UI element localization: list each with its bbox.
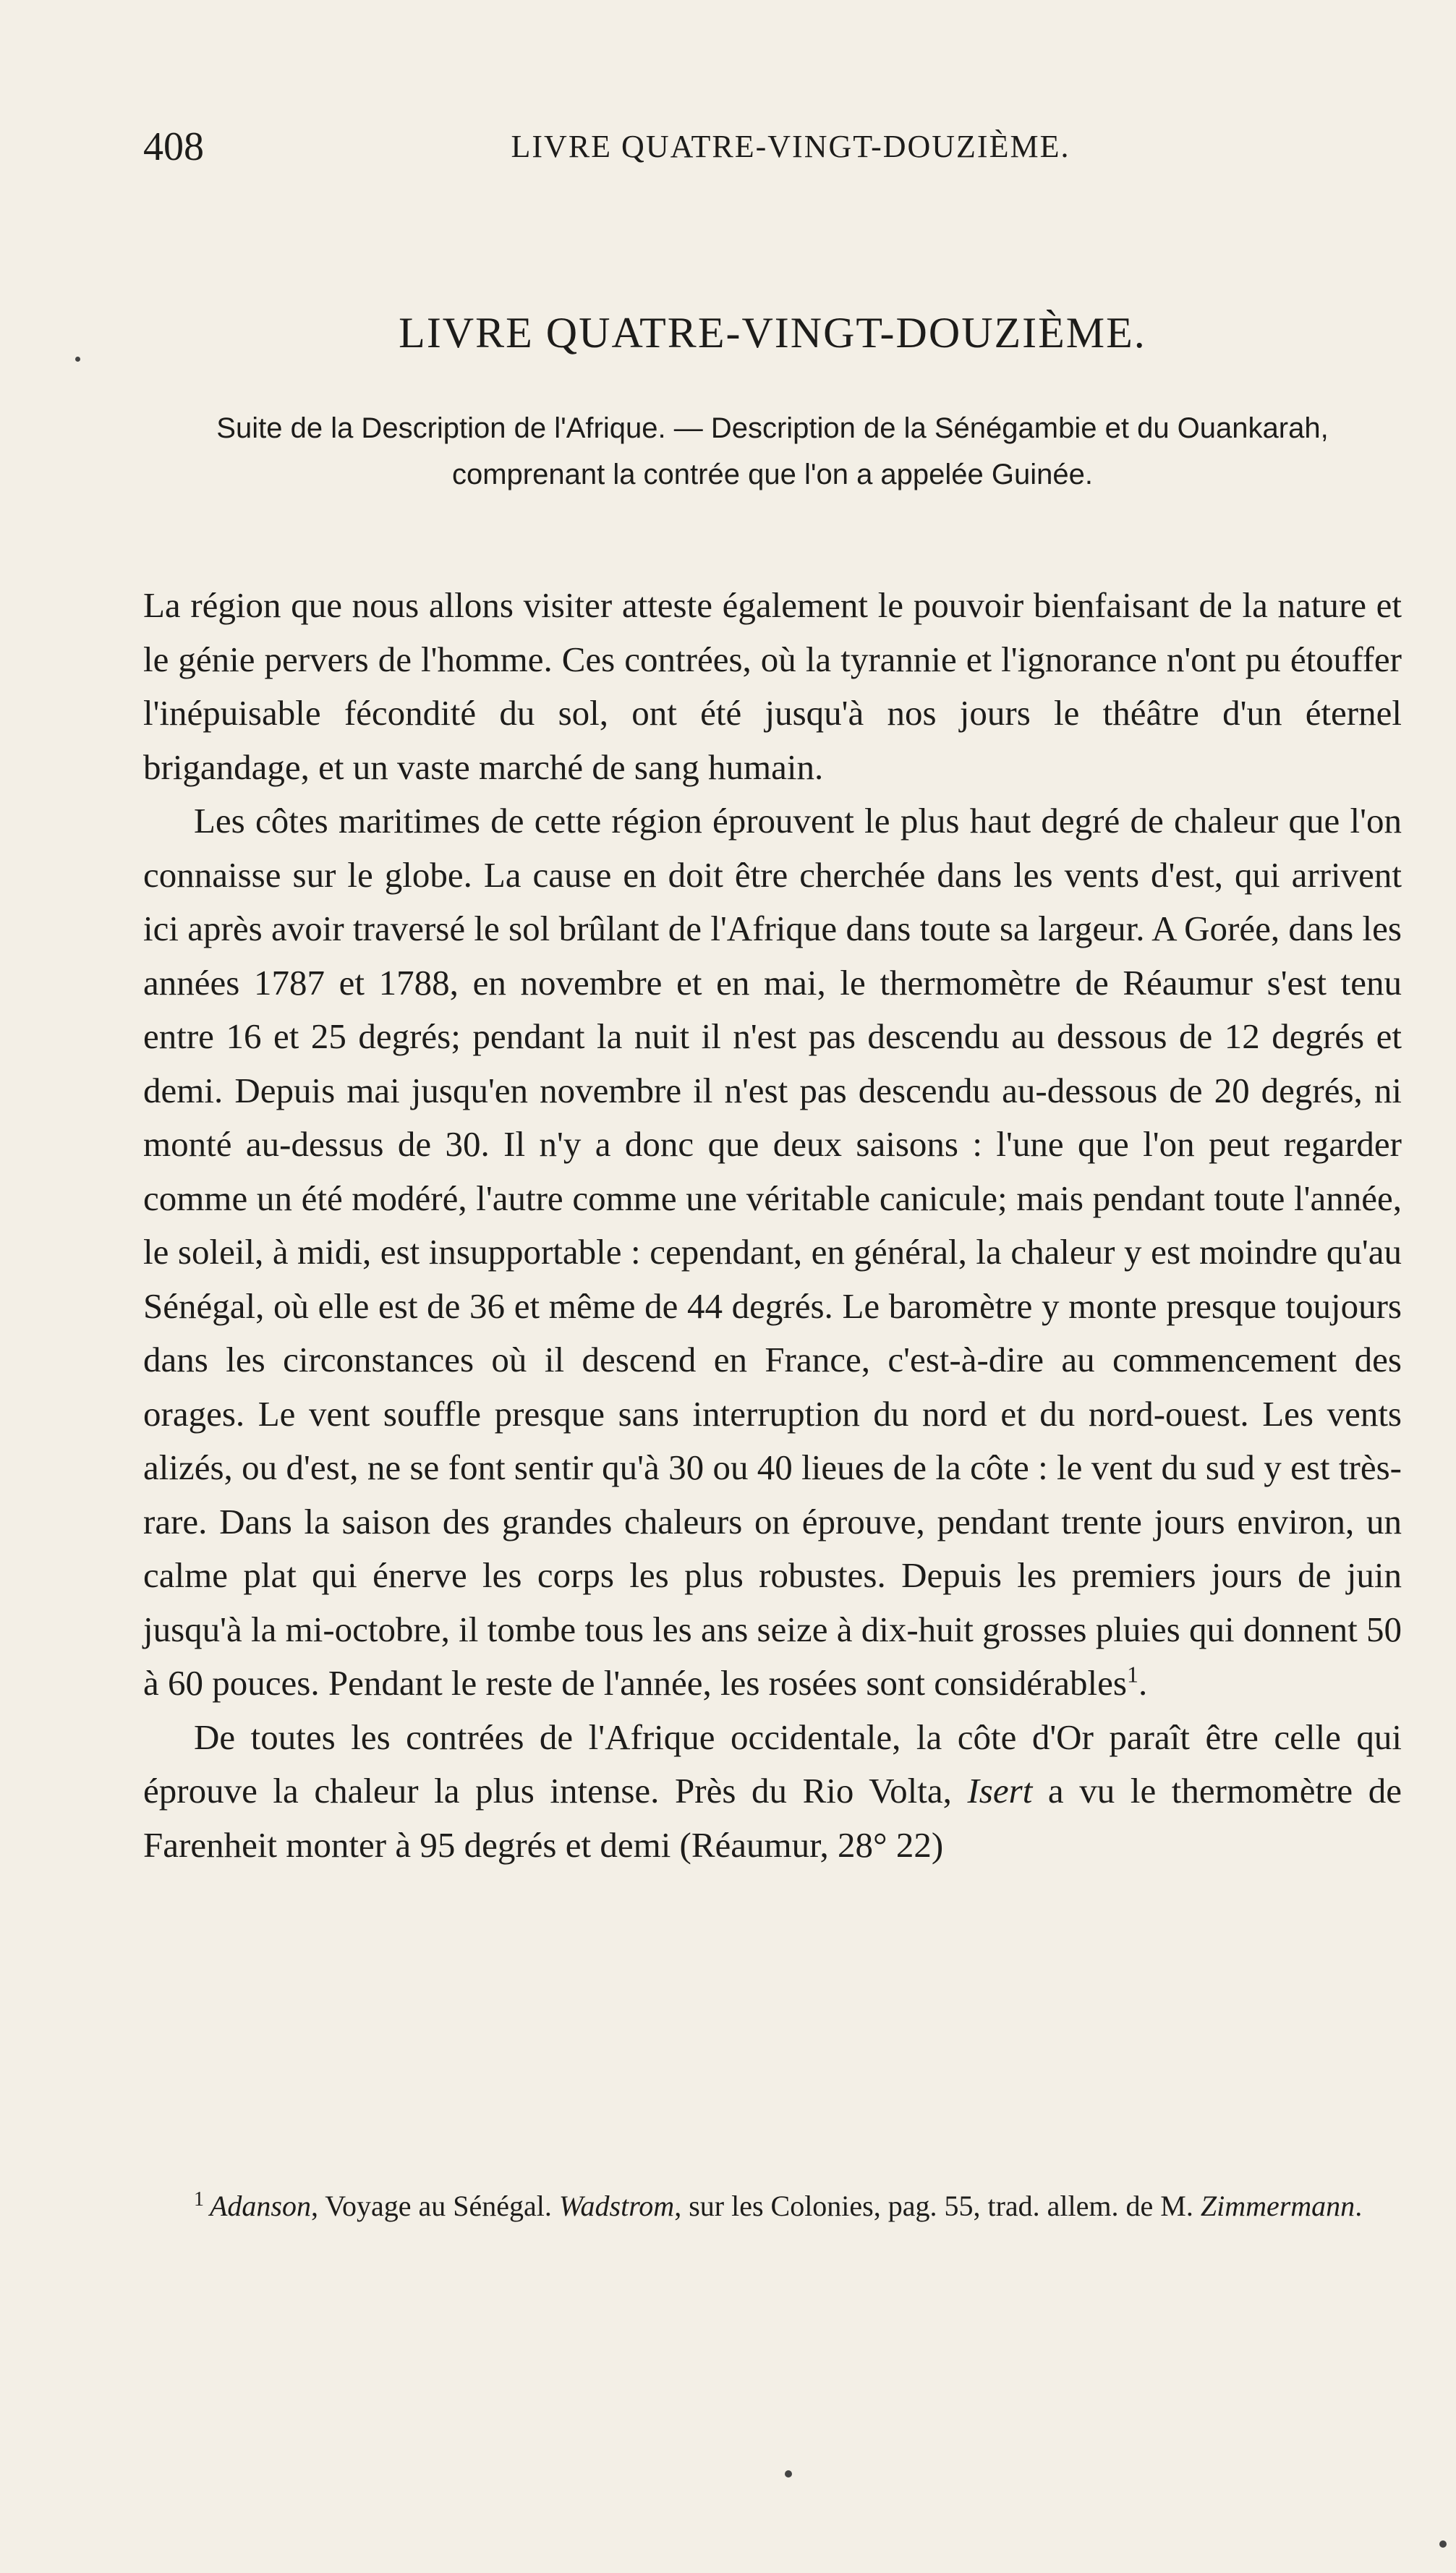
footnote-text-1: , Voyage au Sénégal.: [311, 2190, 559, 2222]
footnote-text-2: , sur les Colonies, pag. 55, trad. allem. de M.: [674, 2190, 1201, 2222]
footnote: [143, 2185, 1402, 2228]
summary-line-1: Suite de la Description de l'Afrique. — Description de la Sénégambie et du Ouankarah,: [216, 412, 1329, 444]
footnote-number: 1: [194, 2187, 204, 2211]
footnote-author-3: Zimmermann: [1200, 2190, 1355, 2222]
paragraph-2-end: .: [1138, 1663, 1148, 1703]
paragraph-3-start: De toutes les contrées de l'Afrique occidentale, la côte d'Or paraît être celle qui éprouve la chaleur la plus intense. Près du Rio Volta,: [143, 1717, 1402, 1811]
paragraph-2-text: Les côtes maritimes de cette région éprouvent le plus haut degré de chaleur que l'on connaisse sur le globe. La cause en doit être cherchée dans les vents d'est, qui arrivent ici après avoir traversé le sol brûlant de l'Afrique dans toute sa largeur. A Gorée, dans les années 1787 et 1788, en novembre et en mai, le thermomètre de Réaumur s'est tenu entre 16 et 25 degrés; pendant la nuit il n'est pas descendu au dessous de 12 degrés et demi. Depuis mai jusqu'en novembre il n'est pas descendu au-dessous de 20 degrés, ni monté au-dessus de 30. Il n'y a donc que deux saisons : l'une que l'on peut regarder comme un été modéré, l'autre comme une véritable canicule; mais pendant toute l'année, le soleil, à midi, est insupportable : cependant, en général, la chaleur y est moindre qu'au Sénégal, où elle est de 36 et même de 44 degrés. Le baromètre y monte presque toujours dans les circonstances où il descend en France, c'est-à-dire au commencement des orages. Le vent souffle presque sans interruption du nord et du nord-ouest. Les vents alizés, ou d'est, ne se font sentir qu'à 30 ou 40 lieues de la côte : le vent du sud y est très-rare. Dans la saison des grandes chaleurs on éprouve, pendant trente jours environ, un calme plat qui énerve les corps les plus robustes. Depuis les premiers jours de juin jusqu'à la mi-octobre, il tombe tous les ans seize à dix-huit grosses pluies qui donnent 50 à 60 pouces. Pendant le reste de l'année, les rosées sont considérables: [143, 801, 1402, 1703]
footnote-author-2: Wadstrom: [558, 2190, 675, 2222]
body-text: [143, 579, 1402, 1872]
ink-speck: [785, 2470, 792, 2478]
running-title: LIVRE QUATRE-VINGT-DOUZIÈME.: [511, 129, 1070, 164]
summary-line-2: comprenant la contrée que l'on a appelée Guinée.: [451, 459, 1094, 490]
footnote-author-1: Adanson: [210, 2190, 311, 2222]
paragraph-1-text: La région que nous allons visiter atteste également le pouvoir bienfaisant de la nature et le génie pervers de l'homme. Ces contrées, où la tyrannie et l'ignorance n'ont pu étouffer l'inépuisable fécondité du sol, ont été jusqu'à nos jours le théâtre d'un éternel brigandage, et un vaste marché de sang humain.: [143, 585, 1402, 787]
page-number: 408: [143, 124, 204, 169]
chapter-title: LIVRE QUATRE-VINGT-DOUZIÈME.: [399, 309, 1146, 357]
footnote-text-3: .: [1355, 2190, 1363, 2222]
footnote-reference[interactable]: 1: [1126, 1661, 1138, 1688]
footnote-text: [143, 2185, 1402, 2228]
paragraph-2: [143, 794, 1402, 1711]
paragraph-3: [143, 1711, 1402, 1873]
chapter-summary: [143, 405, 1402, 498]
paragraph-1: [143, 579, 1402, 794]
ink-speck: [1439, 2540, 1447, 2548]
paragraph-3-end: a vu le thermomètre de Farenheit monter à 95 degrés et demi (Réaumur, 28° 22): [143, 1771, 1402, 1865]
ink-speck: [75, 357, 80, 362]
paragraph-3-author: Isert: [967, 1771, 1033, 1811]
running-head: [143, 122, 1402, 172]
